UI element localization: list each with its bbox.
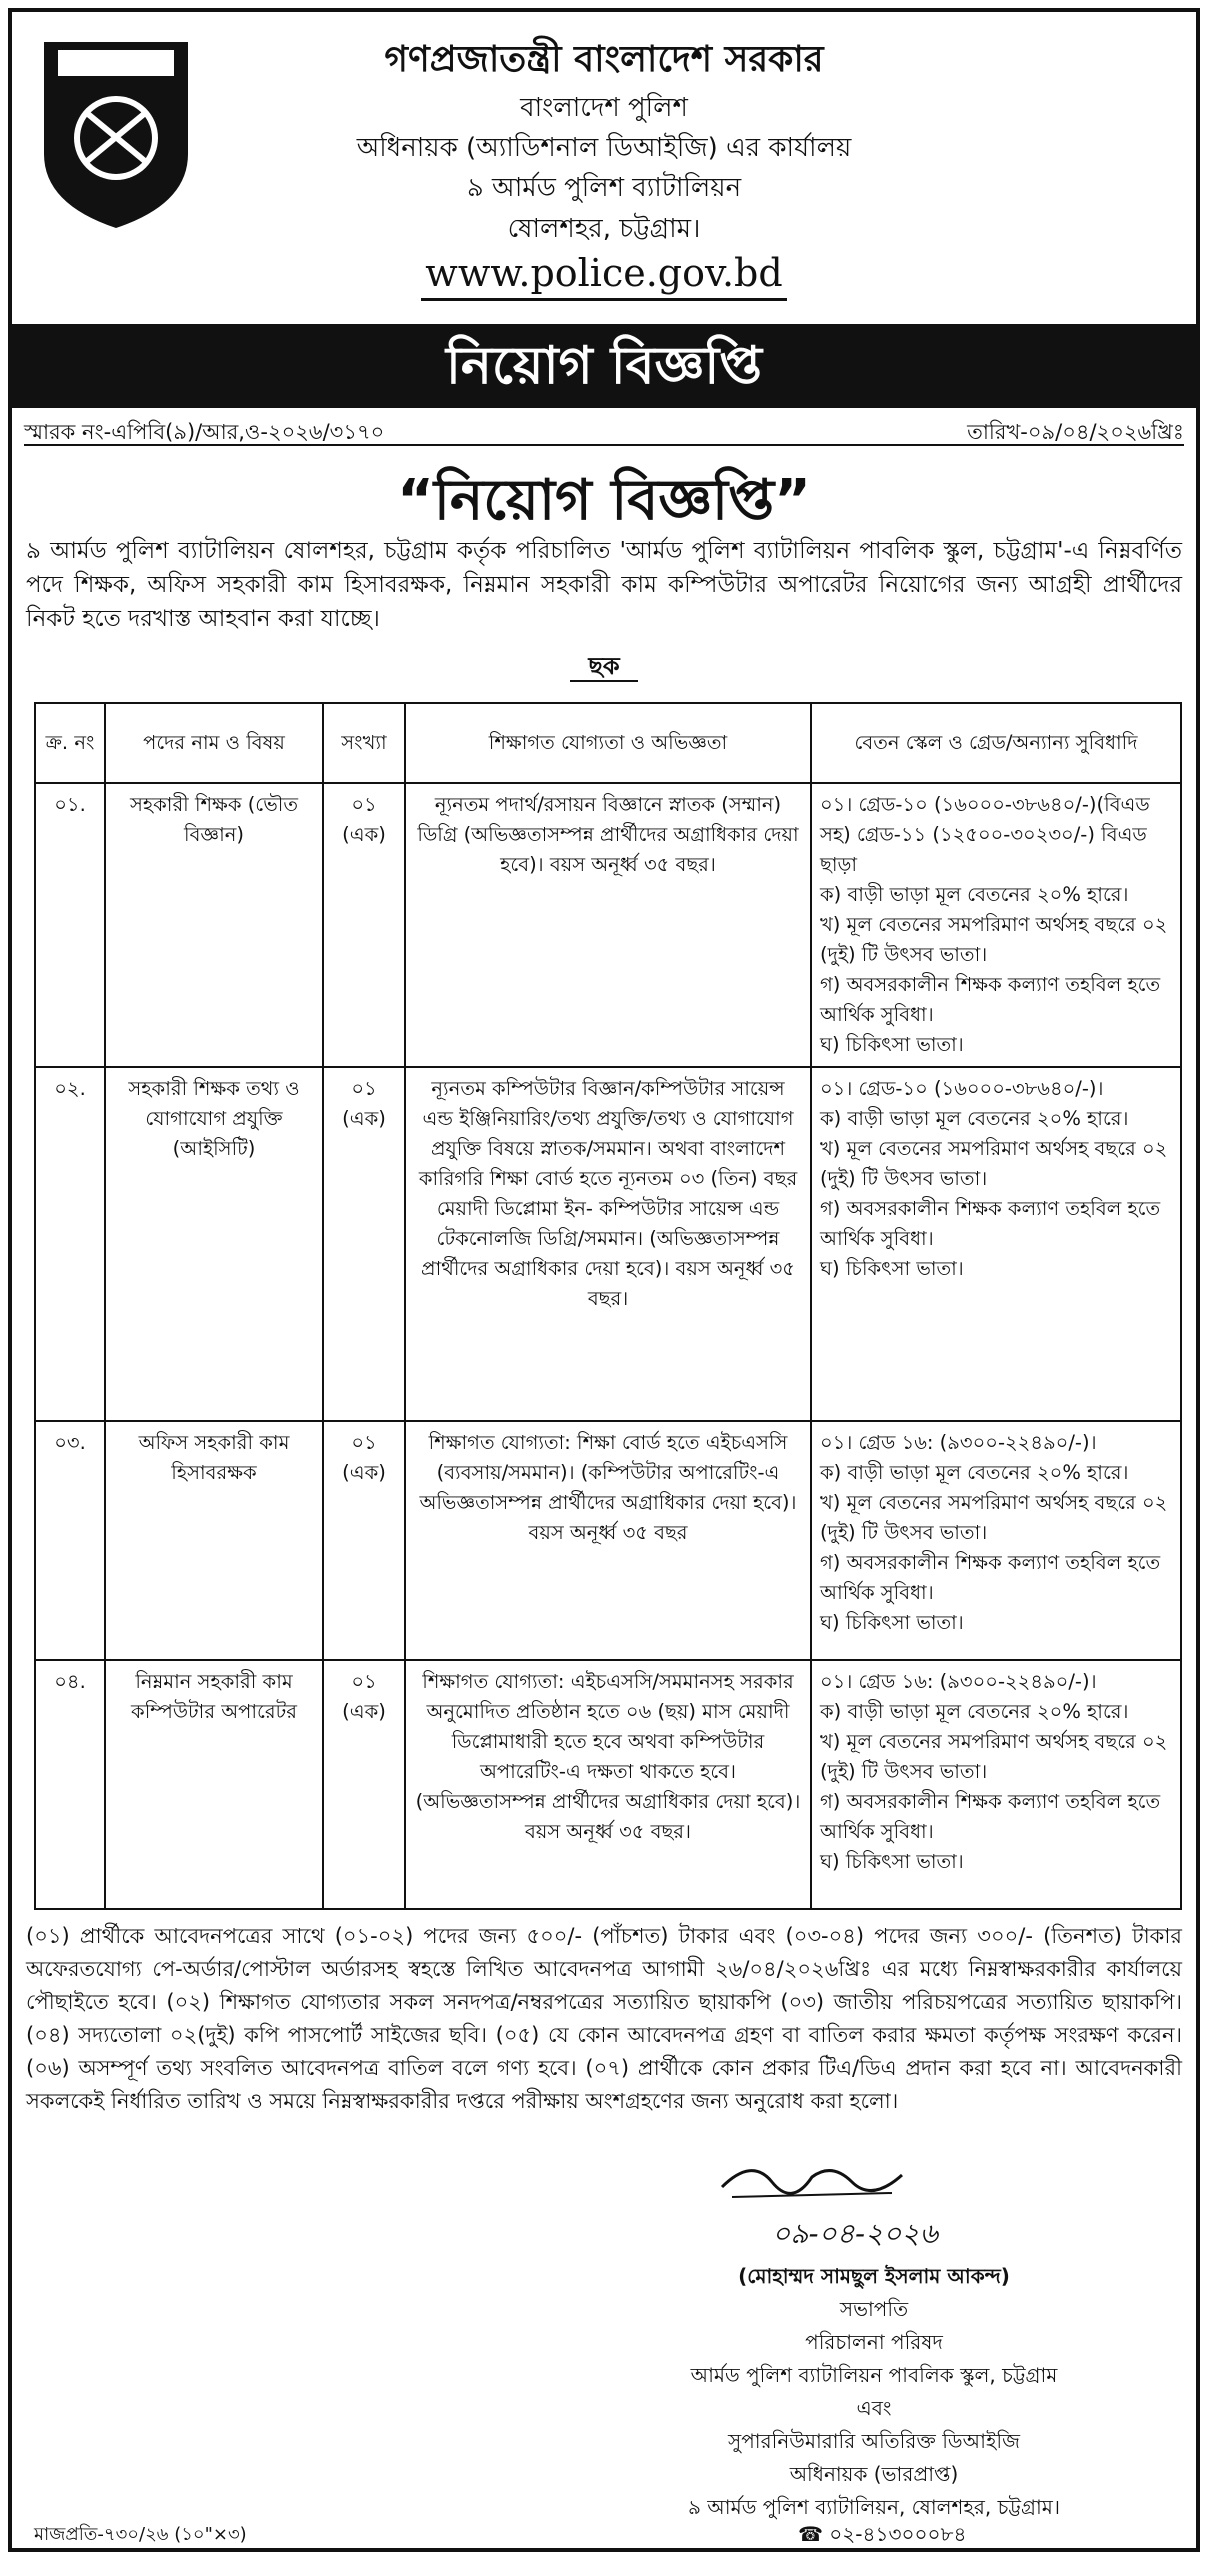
table-row (35, 1660, 1181, 1909)
signer-title-1: সভাপতি (839, 2297, 909, 2321)
cell-qualification: ন্যূনতম কম্পিউটার বিজ্ঞান/কম্পিউটার সায়েন্স এন্ড ইঞ্জিনিয়ারিং/তথ্য প্রযুক্তি/তথ্য ও যোগাযোগ প্রযুক্তি বিষয়ে স্নাতক/সমমান। অথবা বাংলাদেশ কারিগরি শিক্ষা বোর্ড হতে ন্যূনতম ০৩ (তিন) বছর মেয়াদী ডিপ্লোমা ইন- কম্পিউটার সায়েন্স এন্ড টেকনোলজি ডিগ্রি/সমমান। (অভিজ্ঞতাসম্পন্ন প্রার্থীদের অগ্রাধিকার দেয়া হবে)। বয়স অনূর্ধ্ব ৩৫ বছর। (405, 1067, 811, 1421)
salary-grade: ০১। গ্রেড ১৬: (৯৩০০-২২৪৯০/-)। (820, 1431, 1097, 1454)
vacancy-table (34, 702, 1182, 1910)
website-link[interactable]: www.police.gov.bd (421, 249, 786, 301)
col-qualification: শিক্ষাগত যোগ্যতা ও অভিজ্ঞতা (405, 703, 811, 783)
signer-block (572, 2260, 1176, 2524)
signer-title-7: ৯ আর্মড পুলিশ ব্যাটালিয়ন, ষোলশহর, চট্টগ্রাম। (687, 2495, 1061, 2519)
header (12, 12, 1196, 322)
cell-salary (811, 1421, 1181, 1660)
benefit-house-rent: ক) বাড়ী ভাড়া মূল বেতনের ২০% হারে। (820, 1461, 1129, 1484)
cell-qualification: শিক্ষাগত যোগ্যতা: এইচএসসি/সমমানসহ সরকার অনুমোদিত প্রতিষ্ঠান হতে ০৬ (ছয়) মাস মেয়াদী ডিপ্লোমাধারী হতে হবে অথবা কম্পিউটার অপারেটিং-এ দক্ষতা থাকতে হবে। (অভিজ্ঞতাসম্পন্ন প্রার্থীদের অগ্রাধিকার দেয়া হবে)। বয়স অনূর্ধ্ব ৩৫ বছর। (405, 1660, 811, 1909)
signature-icon (712, 2147, 912, 2217)
cell-post: সহকারী শিক্ষক তথ্য ও যোগাযোগ প্রযুক্তি (আইসিটি) (105, 1067, 323, 1421)
col-post: পদের নাম ও বিষয় (105, 703, 323, 783)
cell-count: ০১ (এক) (323, 1660, 405, 1909)
cell-salary (811, 783, 1181, 1067)
location: ষোলশহর, চট্টগ্রাম। (507, 213, 701, 244)
cell-serial: ০১. (35, 783, 105, 1067)
salary-grade: ০১। গ্রেড-১০ (১৬০০০-৩৮৬৪০/-)(বিএড সহ) গ্রেড-১১ (১২৫০০-৩০২৩০/-) বিএড ছাড়া (820, 793, 1150, 876)
notice-title: “নিয়োগ বিজ্ঞপ্তি” (397, 468, 811, 533)
department-name: বাংলাদেশ পুলিশ (520, 92, 688, 123)
benefit-house-rent: ক) বাড়ী ভাড়া মূল বেতনের ২০% হারে। (820, 883, 1129, 906)
signature-date: ০৯-০৪-২০২৬ (772, 2217, 938, 2250)
signer-title-3: আর্মড পুলিশ ব্যাটালিয়ন পাবলিক স্কুল, চট্টগ্রাম (690, 2363, 1058, 2387)
memo-line (24, 414, 1184, 446)
memo-ref: স্মারক নং-এপিবি(৯)/আর,ও-২০২৬/৩১৭০ (24, 420, 385, 444)
benefit-festival: খ) মূল বেতনের সমপরিমাণ অর্থসহ বছরে ০২ (দুই) টি উৎসব ভাতা। (820, 1491, 1168, 1544)
benefit-medical: ঘ) চিকিৎসা ভাতা। (820, 1257, 964, 1280)
cell-count: ০১ (এক) (323, 1421, 405, 1660)
notice-page (8, 8, 1200, 2552)
benefit-house-rent: ক) বাড়ী ভাড়া মূল বেতনের ২০% হারে। (820, 1107, 1129, 1130)
instructions-paragraph: (০১) প্রার্থীকে আবেদনপত্রের সাথে (০১-০২) পদের জন্য ৫০০/- (পাঁচশত) টাকার এবং (০৩-০৪) পদের জন্য ৩০০/- (তিনশত) টাকার অফেরতযোগ্য পে-অর্ডার/পোস্টাল অর্ডারসহ স্বহস্তে লিখিত আবেদনপত্র আগামী ২৬/০৪/২০২৬খ্রিঃ এর মধ্যে নিম্নস্বাক্ষরকারীর কার্যালয়ে পৌছাইতে হবে। (০২) শিক্ষাগত যোগ্যতার সকল সনদপত্র/নম্বরপত্রের সত্যায়িত ছায়াকপি (০৩) জাতীয় পরিচয়পত্রের সত্যায়িত ছায়াকপি। (০৪) সদ্যতোলা ০২(দুই) কপি পাসপোর্ট সাইজের ছবি। (০৫) যে কোন আবেদনপত্র গ্রহণ বা বাতিল করার ক্ষমতা কর্তৃপক্ষ সংরক্ষণ করেন। (০৬) অসম্পূর্ণ তথ্য সংবলিত আবেদনপত্র বাতিল বলে গণ্য হবে। (০৭) প্রার্থীকে কোন প্রকার টিএ/ডিএ প্রদান করা হবে না। আবেদনকারী সকলকেই নির্ধারিত তারিখ ও সময়ে নিম্নস্বাক্ষরকারীর দপ্তরে পরীক্ষায় অংশগ্রহণের জন্য অনুরোধ করা হলো। (26, 1924, 1182, 2113)
cell-count: ০১ (এক) (323, 1067, 405, 1421)
cell-serial: ০৩. (35, 1421, 105, 1660)
cell-serial: ০৪. (35, 1660, 105, 1909)
table-row (35, 1067, 1181, 1421)
phone-icon: ☎ (798, 2522, 823, 2546)
table-row (35, 1421, 1181, 1660)
benefit-medical: ঘ) চিকিৎসা ভাতা। (820, 1850, 964, 1873)
cell-post: সহকারী শিক্ষক (ভৌত বিজ্ঞান) (105, 783, 323, 1067)
footer-phone (798, 2520, 966, 2553)
benefit-festival: খ) মূল বেতনের সমপরিমাণ অর্থসহ বছরে ০২ (দুই) টি উৎসব ভাতা। (820, 913, 1168, 966)
cell-salary (811, 1660, 1181, 1909)
table-caption-text: ছক (570, 652, 637, 682)
signer-title-2: পরিচালনা পরিষদ (805, 2330, 943, 2354)
salary-grade: ০১। গ্রেড ১৬: (৯৩০০-২২৪৯০/-)। (820, 1670, 1097, 1693)
table-row (35, 783, 1181, 1067)
benefit-welfare: গ) অবসরকালীন শিক্ষক কল্যাণ তহবিল হতে আর্থিক সুবিধা। (820, 1551, 1161, 1604)
memo-date: তারিখ-০৯/০৪/২০২৬খ্রিঃ (967, 420, 1184, 444)
banner-title: নিয়োগ বিজ্ঞপ্তি (12, 324, 1196, 408)
salary-grade: ০১। গ্রেড-১০ (১৬০০০-৩৮৬৪০/-)। (820, 1077, 1104, 1100)
table-caption (12, 648, 1196, 688)
cell-qualification: শিক্ষাগত যোগ্যতা: শিক্ষা বোর্ড হতে এইচএসসি (ব্যবসায়/সমমান)। (কম্পিউটার অপারেটিং-এ অভিজ্ঞতাসম্পন্ন প্রার্থীদের অগ্রাধিকার দেয়া হবে)। বয়স অনূর্ধ্ব ৩৫ বছর (405, 1421, 811, 1660)
col-serial: ক্র. নং (35, 703, 105, 783)
cell-post: অফিস সহকারী কাম হিসাবরক্ষক (105, 1421, 323, 1660)
benefit-medical: ঘ) চিকিৎসা ভাতা। (820, 1611, 964, 1634)
office-name: অধিনায়ক (অ্যাডিশনাল ডিআইজি) এর কার্যালয় (356, 133, 852, 164)
benefit-medical: ঘ) চিকিৎসা ভাতা। (820, 1033, 964, 1056)
battalion-name: ৯ আর্মড পুলিশ ব্যাটালিয়ন (466, 173, 742, 204)
col-salary: বেতন স্কেল ও গ্রেড/অন্যান্য সুবিধাদি (811, 703, 1181, 783)
footer-code: মাজপ্রতি-৭৩০/২৬ (১০"×৩) (34, 2524, 247, 2545)
signer-title-4: এবং (856, 2396, 892, 2420)
cell-count: ০১ (এক) (323, 783, 405, 1067)
phone-number: ০২-৪১৩০০০৮৪ (829, 2522, 967, 2546)
government-title: গণপ্রজাতন্ত্রী বাংলাদেশ সরকার (384, 39, 824, 80)
benefit-welfare: গ) অবসরকালীন শিক্ষক কল্যাণ তহবিল হতে আর্থিক সুবিধা। (820, 1790, 1161, 1843)
benefit-house-rent: ক) বাড়ী ভাড়া মূল বেতনের ২০% হারে। (820, 1700, 1129, 1723)
cell-post: নিম্নমান সহকারী কাম কম্পিউটার অপারেটর (105, 1660, 323, 1909)
benefit-festival: খ) মূল বেতনের সমপরিমাণ অর্থসহ বছরে ০২ (দুই) টি উৎসব ভাতা। (820, 1730, 1168, 1783)
col-count: সংখ্যা (323, 703, 405, 783)
signer-title-6: অধিনায়ক (ভারপ্রাপ্ত) (789, 2462, 959, 2486)
benefit-welfare: গ) অবসরকালীন শিক্ষক কল্যাণ তহবিল হতে আর্থিক সুবিধা। (820, 1197, 1161, 1250)
signer-name: (মোহাম্মদ সামছুল ইসলাম আকন্দ) (738, 2264, 1010, 2288)
table-header-row (35, 703, 1181, 783)
intro-paragraph: ৯ আর্মড পুলিশ ব্যাটালিয়ন ষোলশহর, চট্টগ্রাম কর্তৃক পরিচালিত 'আর্মড পুলিশ ব্যাটালিয়ন পাবলিক স্কুল, চট্টগ্রাম'-এ নিম্নবর্ণিত পদে শিক্ষক, অফিস সহকারী কাম হিসাবরক্ষক, নিম্নমান সহকারী কাম কম্পিউটার অপারেটর নিয়োগের জন্য আগ্রহী প্রার্থীদের নিকট হতে দরখাস্ত আহবান করা যাচ্ছে। (26, 538, 1182, 632)
cell-serial: ০২. (35, 1067, 105, 1421)
cell-salary (811, 1067, 1181, 1421)
signer-title-5: সুপারনিউমারারি অতিরিক্ত ডিআইজি (728, 2429, 1020, 2453)
benefit-welfare: গ) অবসরকালীন শিক্ষক কল্যাণ তহবিল হতে আর্থিক সুবিধা। (820, 973, 1161, 1026)
cell-qualification: ন্যূনতম পদার্থ/রসায়ন বিজ্ঞানে স্নাতক (সম্মান) ডিগ্রি (অভিজ্ঞতাসম্পন্ন প্রার্থীদের অগ্রাধিকার দেয়া হবে)। বয়স অনূর্ধ্ব ৩৫ বছর। (405, 783, 811, 1067)
benefit-festival: খ) মূল বেতনের সমপরিমাণ অর্থসহ বছরে ০২ (দুই) টি উৎসব ভাতা। (820, 1137, 1168, 1190)
